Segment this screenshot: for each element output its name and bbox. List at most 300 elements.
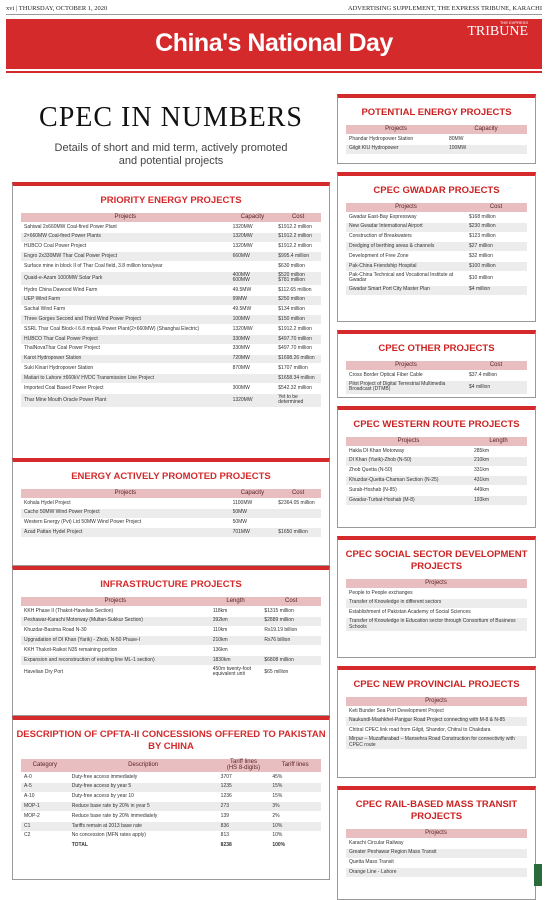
table-header-cell: Tariff lines (HS 8-digits) xyxy=(226,759,261,771)
table-row xyxy=(346,135,527,145)
table-row-cell: Transfer of Knowledge in different sectors xyxy=(349,599,442,606)
gwadar-title: CPEC GWADAR PROJECTS xyxy=(373,185,500,196)
table-row-cell: 118km xyxy=(212,607,228,614)
table-row-cell: $1658.34 million xyxy=(278,374,315,381)
table-row-cell: 45% xyxy=(272,773,283,780)
table-row-cell: Upgradation of DI Khan (Yarik) - Zhob, N-50 Phase-I xyxy=(24,637,141,644)
left-column xyxy=(12,76,330,849)
table-row-cell: 110km xyxy=(212,627,228,634)
table-row xyxy=(21,394,321,408)
banner xyxy=(6,19,542,69)
table-row-cell: Pak-China Friendship Hospital xyxy=(349,262,417,269)
table-row-cell: $1698.26 million xyxy=(278,355,315,362)
table-row-cell: $250 million xyxy=(278,296,305,303)
table-row xyxy=(346,599,527,609)
table-row-cell: Duty-free access by year 5 xyxy=(71,783,132,790)
table-row-cell: A-0 xyxy=(24,773,32,780)
table-row-cell: HUBCO Thar Coal Power Project xyxy=(24,335,98,342)
table-row-cell xyxy=(230,378,276,380)
table-total-row-cell: TOTAL xyxy=(71,842,88,849)
table-row xyxy=(346,859,527,869)
table-row-cell: Greater Peshawar Region Mass Transit xyxy=(349,849,437,856)
table-row-cell: 3% xyxy=(272,803,280,810)
table-row-cell: Duty-free access by year 10 xyxy=(71,793,134,800)
table-row-cell: Naukundi-Mashkhel-Panjgur Road Project connecting with M-8 & N-85 xyxy=(349,717,506,724)
table-header-cell: Category xyxy=(32,761,58,768)
table-row-cell: $37.4 million xyxy=(469,371,498,378)
provincial-box xyxy=(337,666,536,778)
table-row xyxy=(346,286,527,296)
table-row xyxy=(21,384,321,394)
table-header xyxy=(21,489,321,499)
table-row-cell: 2×660MW Coal-fired Power Plants xyxy=(24,233,101,240)
table-row-cell: 660MW xyxy=(232,253,250,260)
table-row-cell: Reduce base rate by 20% immediately xyxy=(71,812,158,819)
table-row-cell: $1707 million xyxy=(278,365,308,371)
table-row-cell: ThalNovaThar Coal Power Project xyxy=(24,345,100,352)
table-row xyxy=(21,812,321,822)
table-row-cell: Sachal Wind Farm xyxy=(24,306,66,313)
table-header-cell: Projects xyxy=(395,203,417,210)
table-row xyxy=(346,496,527,506)
table-row-cell: Khuzdar-Basima Road N-30 xyxy=(24,627,87,634)
table-row xyxy=(346,272,527,286)
table-row-cell: 2% xyxy=(272,812,280,819)
table-header-cell: Projects xyxy=(425,697,447,704)
table-header-cell: Capacity xyxy=(474,125,498,132)
table-row xyxy=(346,589,527,599)
table-header-cell: Projects xyxy=(425,579,447,586)
table-row-cell: Matiari to Lahore ±660kV HVDC Transmission Line Project xyxy=(24,374,155,381)
table-row-cell: $1912.2 million xyxy=(278,223,312,230)
table-header xyxy=(21,597,321,607)
table-row-cell: 330MW xyxy=(232,345,250,352)
table-row-cell: $520 million $781 million xyxy=(278,271,305,284)
table-row xyxy=(346,381,527,395)
table-row-cell: 1320MW xyxy=(232,325,253,332)
promoted-title: ENERGY ACTIVELY PROMOTED PROJECTS xyxy=(71,471,271,482)
table-row-cell: Peshawar-Karachi Motorway (Multan-Sukkur Section) xyxy=(24,617,143,624)
table-row xyxy=(21,262,321,272)
table-row-cell: $123 million xyxy=(469,233,496,240)
table-row-cell: 431km xyxy=(474,477,490,484)
banner-title: China's National Day xyxy=(155,29,393,57)
table-row-cell: MOP-2 xyxy=(24,812,40,819)
table-row-cell: Construction of Breakwaters xyxy=(349,233,412,240)
table-header-cell: Length xyxy=(489,437,508,444)
table-row xyxy=(21,519,321,529)
table-row xyxy=(346,457,527,467)
table-header-cell: Projects xyxy=(114,489,137,496)
table-row xyxy=(346,371,527,381)
table-header-cell: Projects xyxy=(385,125,407,132)
table-row xyxy=(346,233,527,243)
priority-table xyxy=(21,213,321,408)
table-row-cell: Hakla DI Khan Motorway xyxy=(349,447,405,454)
table-header-cell: Projects xyxy=(425,829,447,836)
western-route-box xyxy=(337,406,536,528)
table-row-cell: $150 million xyxy=(278,316,305,323)
table-row-cell: $630 million xyxy=(278,262,305,269)
table-row xyxy=(21,666,321,680)
table-row-cell: 49.5MW xyxy=(232,306,252,313)
table-row xyxy=(346,486,527,496)
table-row xyxy=(346,252,527,262)
table-row-cell: Mirpur – Muzaffarabad – Mansehra Road Construction for connectivity with CPEC route xyxy=(349,736,515,748)
table-header-cell: Capacity xyxy=(240,213,265,220)
table-row-cell: 813 xyxy=(220,832,230,839)
table-row-cell: Gwadar-Turbat-Hoshab (M-8) xyxy=(349,496,415,503)
table-row-cell: 1100MW xyxy=(232,499,253,506)
table-row xyxy=(21,607,321,617)
table-row xyxy=(346,467,527,477)
table-row-cell: 100MW xyxy=(449,145,467,152)
table-row-cell: Reduce base rate by 20% in year 5 xyxy=(71,803,150,810)
table-row xyxy=(21,773,321,783)
table-row xyxy=(346,717,527,727)
table-row-cell: 50MW xyxy=(232,509,248,516)
table-row-cell: Tariffs remain at 2013 base rate xyxy=(71,822,142,829)
table-row-cell: Pak-China Technical and Vocational Institute at Gwadar xyxy=(349,271,454,284)
table-row-cell: No concession (MFN rates apply) xyxy=(71,832,146,839)
table-row-cell: 193km xyxy=(474,496,490,503)
table-row-cell: 870MW xyxy=(232,365,250,371)
table-row-cell: 1320MW xyxy=(232,233,253,240)
table-total-row-cell: 8238 xyxy=(220,842,232,849)
potential-title: POTENTIAL ENERGY PROJECTS xyxy=(361,107,512,118)
cpfta-table xyxy=(21,759,321,851)
table-row xyxy=(346,213,527,223)
table-row-cell: C1 xyxy=(24,822,31,829)
social-sector-box xyxy=(337,536,536,658)
table-row xyxy=(21,243,321,253)
table-row xyxy=(346,868,527,878)
cpfta-title: DESCRIPTION OF CPFTA-II CONCESSIONS OFFERED TO PAKISTAN BY CHINA xyxy=(16,729,326,752)
table-row xyxy=(346,447,527,457)
table-row-cell: 300MW xyxy=(232,384,250,391)
table-row-cell: $2364.05 million xyxy=(278,499,315,506)
table-row-cell: 10% xyxy=(272,822,283,829)
table-row-cell: Surab-Hoshab (N-85) xyxy=(349,486,397,493)
table-row xyxy=(21,617,321,627)
page-header xyxy=(6,3,542,15)
table-row-cell: Keti Bunder Sea Port Development Project xyxy=(349,707,444,714)
table-row xyxy=(346,849,527,859)
rail-title: CPEC RAIL-BASED MASS TRANSIT PROJECTS xyxy=(355,799,518,822)
table-row-cell: Sahiwal 2x660MW Coal-fired Power Plant xyxy=(24,223,117,230)
table-row-cell: Quetta Mass Transit xyxy=(349,859,394,866)
cpfta-box xyxy=(12,716,330,880)
table-row xyxy=(21,822,321,832)
infra-title: INFRASTRUCTURE PROJECTS xyxy=(100,579,242,590)
provincial-table xyxy=(346,697,527,750)
table-row xyxy=(21,783,321,793)
table-row xyxy=(346,476,527,486)
table-row-cell: 449km xyxy=(474,486,490,493)
table-header-cell: Projects xyxy=(114,213,137,220)
western-title: CPEC WESTERN ROUTE PROJECTS xyxy=(353,419,520,430)
table-row xyxy=(21,296,321,306)
table-row-cell: $168 million xyxy=(469,213,496,220)
other-title: CPEC OTHER PROJECTS xyxy=(378,343,495,354)
table-row-cell: $1912.2 million xyxy=(278,243,312,250)
table-row-cell: Rs76 billion xyxy=(264,637,291,644)
table-row-cell: 450m twenty-foot equivalent unit xyxy=(212,665,252,678)
table-row-cell: Western Energy (Pvt) Ltd 50MW Wind Power Project xyxy=(24,519,142,526)
table-row xyxy=(21,528,321,538)
table-row-cell: 15% xyxy=(272,793,283,800)
other-projects-box xyxy=(337,330,536,398)
table-row-cell: HUBCO Coal Power Project xyxy=(24,243,87,250)
infrastructure-box xyxy=(12,566,330,716)
table-header xyxy=(346,361,527,371)
table-row-cell: Dredging of berthing areas & channels xyxy=(349,243,435,250)
table-row-cell: Pilot Project of Digital Terrestrial Multimedia Broadcast (DTMB) xyxy=(349,380,446,393)
table-row-cell: $995.4 million xyxy=(278,253,310,260)
table-row-cell: SSRL Thar Coal Block-I 6.8 mtpa& Power Plant(2×660MW) (Shanghai Electric) xyxy=(24,325,200,332)
table-row-cell: $134 million xyxy=(278,306,305,313)
brand-sup: THE EXPRESS xyxy=(499,20,528,25)
table-row-cell: $230 million xyxy=(469,223,496,230)
table-row-cell: Cacho 50MW Wind Power Project xyxy=(24,509,100,516)
table-header-cell: Cost xyxy=(489,203,503,210)
table-row-cell: $32 million xyxy=(469,252,493,259)
table-row-cell: New Gwadar International Airport xyxy=(349,223,423,230)
table-row xyxy=(21,646,321,656)
table-row xyxy=(346,727,527,737)
table-row-cell: $6808 million xyxy=(264,656,294,663)
table-row-cell: 392km xyxy=(212,617,228,624)
table-row-cell: People to People exchanges xyxy=(349,589,413,596)
table-row-cell: $1650 million xyxy=(278,529,308,536)
table-row-cell: Karachi Circular Railway xyxy=(349,839,404,846)
table-row xyxy=(21,636,321,646)
promoted-table xyxy=(21,489,321,538)
table-row xyxy=(346,618,527,632)
table-row-cell: A-10 xyxy=(24,793,35,800)
table-header xyxy=(21,759,321,773)
table-row-cell: 1320MW xyxy=(232,243,253,250)
table-row-cell: 100MW xyxy=(232,316,250,323)
supplement-label: ADVERTISING SUPPLEMENT, THE EXPRESS TRIBUNE, KARACHI xyxy=(347,5,542,12)
western-table xyxy=(346,437,527,506)
table-row-cell: Rs19.19 billion xyxy=(264,627,298,634)
table-row-cell: $497.70 million xyxy=(278,335,312,342)
table-row-cell: Duty-free access immediately xyxy=(71,773,138,780)
table-row xyxy=(21,345,321,355)
table-row-cell: 400MW 600MW xyxy=(232,271,250,284)
table-row-cell: 136km xyxy=(212,646,228,653)
table-row-cell: 210km xyxy=(212,637,228,644)
table-row xyxy=(21,364,321,374)
table-row-cell: 331km xyxy=(474,467,490,474)
table-row-cell: $112.65 million xyxy=(278,286,312,293)
table-row-cell: Surface mine in block II of Thar Coal field, 3.8 million tons/year xyxy=(24,262,163,269)
table-row-cell: Kohala Hydel Project xyxy=(24,499,71,506)
table-header-cell: Cost xyxy=(291,213,305,220)
table-row xyxy=(21,499,321,509)
table-row-cell: Thar Mine Mouth Oracle Power Plant xyxy=(24,396,107,403)
table-row-cell: Imported Coal Based Power Project xyxy=(24,384,104,391)
priority-title: PRIORITY ENERGY PROJECTS xyxy=(100,195,242,206)
table-row-cell: $4 million xyxy=(469,383,491,390)
table-row-cell: Suki Kinari Hydropower Station xyxy=(24,365,94,371)
table-header-cell: Cost xyxy=(291,489,305,496)
table-row-cell: 1235 xyxy=(220,783,232,790)
table-row-cell: Khuzdar-Quetta-Chaman Section (N-25) xyxy=(349,477,439,484)
table-row-cell: Engro 2x330MW Thar Coal Power Project xyxy=(24,253,118,260)
table-total-row-cell: 100% xyxy=(272,842,286,849)
table-row-cell: KKH Thakot-Raikot N35 remaining portion xyxy=(24,646,118,653)
table-row-cell: Hydro China Dawood Wind Farm xyxy=(24,286,98,293)
table-row-cell: $542.32 million xyxy=(278,384,312,391)
table-row xyxy=(21,272,321,286)
other-table xyxy=(346,361,527,395)
divider xyxy=(6,71,542,73)
table-row xyxy=(346,262,527,272)
table-row-cell: Phandar Hydropower Station xyxy=(349,135,414,142)
table-row-cell: $10 million xyxy=(469,274,493,281)
table-row xyxy=(21,306,321,316)
priority-energy-box xyxy=(12,182,330,482)
table-row-cell: $2889 million xyxy=(264,617,294,624)
table-row xyxy=(21,325,321,335)
table-row-cell: $65 million xyxy=(264,668,289,675)
table-header xyxy=(346,829,527,839)
potential-energy-box xyxy=(337,94,536,164)
table-row-cell: Cross Border Optical Fiber Cable xyxy=(349,371,423,378)
table-row xyxy=(21,802,321,812)
table-row-cell: UEP Wind Farm xyxy=(24,296,61,303)
table-row-cell: $497.70 million xyxy=(278,345,312,352)
table-row-cell: 1320MW xyxy=(232,223,253,230)
table-header-cell: Projects xyxy=(397,437,420,444)
table-row xyxy=(346,736,527,750)
provincial-title: CPEC NEW PROVINCIAL PROJECTS xyxy=(353,679,520,690)
logo-mark xyxy=(534,864,542,886)
table-row-cell: 273 xyxy=(220,803,230,810)
table-row-cell: C2 xyxy=(24,832,31,839)
table-row-cell: 210km xyxy=(474,457,490,464)
table-row-cell: 701MW xyxy=(232,529,250,536)
table-header-cell: Length xyxy=(226,597,245,604)
table-row xyxy=(21,374,321,384)
table-row-cell: $4 million xyxy=(469,286,491,293)
infra-table xyxy=(21,597,321,680)
table-row-cell: Expansion and reconstruction of existing line ML-1 section) xyxy=(24,656,155,663)
table-header-cell: Capacity xyxy=(240,489,265,496)
table-row-cell: A-5 xyxy=(24,783,32,790)
table-row xyxy=(21,335,321,345)
table-row-cell xyxy=(261,650,321,652)
table-row xyxy=(21,315,321,325)
table-row-cell: 1830km xyxy=(212,656,231,663)
table-row xyxy=(346,223,527,233)
table-row-cell: $1912.2 million xyxy=(278,233,312,240)
table-row-cell: Azad Pattan Hydel Project xyxy=(24,529,83,536)
hero-subtitle: Details of short and mid term, actively promoted and potential projects xyxy=(54,142,288,167)
table-row-cell: 49.5MW xyxy=(232,286,252,293)
table-row-cell: $100 million xyxy=(469,262,496,269)
table-row-cell: Quaid-e-Azam 1000MW Solar Park xyxy=(24,274,103,281)
table-row xyxy=(346,242,527,252)
table-header xyxy=(346,125,527,135)
table-row-cell: KKH Phase II (Thakot-Havelian Section) xyxy=(24,607,114,614)
table-row-cell: DI Khan (Yarik)-Zhob (N-50) xyxy=(349,457,412,464)
table-row-cell: Gwadar East-Bay Expressway xyxy=(349,213,417,220)
table-row-cell: Transfer of Knowledge in Education sector through Consortium of Business Schools xyxy=(349,618,516,630)
table-row-cell: 285km xyxy=(474,447,490,454)
table-row xyxy=(21,355,321,365)
brand-logo: TRIBUNE xyxy=(467,24,528,39)
table-row-cell xyxy=(275,522,321,524)
table-row-cell: Gilgit KIU Hydropower xyxy=(349,145,399,152)
table-row-cell xyxy=(230,266,276,268)
potential-table xyxy=(346,125,527,155)
table-row-cell: Havelian Dry Port xyxy=(24,668,64,675)
table-row-cell: 3707 xyxy=(220,773,232,780)
table-row xyxy=(346,839,527,849)
table-row xyxy=(346,609,527,619)
table-row-cell: 99MW xyxy=(232,296,248,303)
table-row-cell: $1912.2 million xyxy=(278,325,312,332)
table-header xyxy=(346,579,527,589)
table-row-cell: 80MW xyxy=(449,135,464,142)
table-row xyxy=(21,832,321,842)
table-row xyxy=(346,707,527,717)
table-header-cell: Description xyxy=(128,761,159,768)
table-row-cell: 50MW xyxy=(232,519,248,526)
table-row xyxy=(21,509,321,519)
table-row-cell xyxy=(275,512,321,514)
social-table xyxy=(346,579,527,632)
table-row-cell: 10% xyxy=(272,832,283,839)
table-row xyxy=(21,793,321,803)
gwadar-box xyxy=(337,172,536,322)
table-row-cell: Development of Free Zone xyxy=(349,252,409,259)
table-row-cell: 15% xyxy=(272,783,283,790)
table-header-cell: Tariff lines xyxy=(281,761,309,768)
table-row xyxy=(21,656,321,666)
table-header xyxy=(346,203,527,213)
table-row-cell: 836 xyxy=(220,822,230,829)
table-row-cell: Chitral CPEC link road from Gilgit, Shandor, Chitral to Chakdara xyxy=(349,727,491,734)
hero-title: CPEC IN NUMBERS xyxy=(39,102,303,133)
table-row xyxy=(21,627,321,637)
table-header xyxy=(346,697,527,707)
table-row-cell: 1320MW xyxy=(232,396,253,403)
table-row xyxy=(21,223,321,233)
table-row-cell: 330MW xyxy=(232,335,250,342)
table-row-cell: MOP-1 xyxy=(24,803,40,810)
gwadar-table xyxy=(346,203,527,296)
table-total-row xyxy=(21,842,321,852)
table-row-cell: 1236 xyxy=(220,793,232,800)
page-date: xvi | THURSDAY, OCTOBER 1, 2020 xyxy=(6,5,108,12)
table-row xyxy=(21,252,321,262)
table-header xyxy=(21,213,321,223)
social-title: CPEC SOCIAL SECTOR DEVELOPMENT PROJECTS xyxy=(345,549,528,572)
table-row-cell: 720MW xyxy=(232,355,250,362)
rail-transit-box xyxy=(337,786,536,900)
table-row-cell: 139 xyxy=(220,812,230,819)
table-row-cell: $27 million xyxy=(469,243,493,250)
promoted-energy-box xyxy=(12,458,330,566)
table-row-cell: Karot Hydropower Station xyxy=(24,355,82,362)
table-header-cell: Projects xyxy=(104,597,127,604)
table-row-cell: Yet to be determined xyxy=(278,393,304,406)
table-row-cell: Establishment of Pakistan Academy of Social Sciences xyxy=(349,609,471,616)
